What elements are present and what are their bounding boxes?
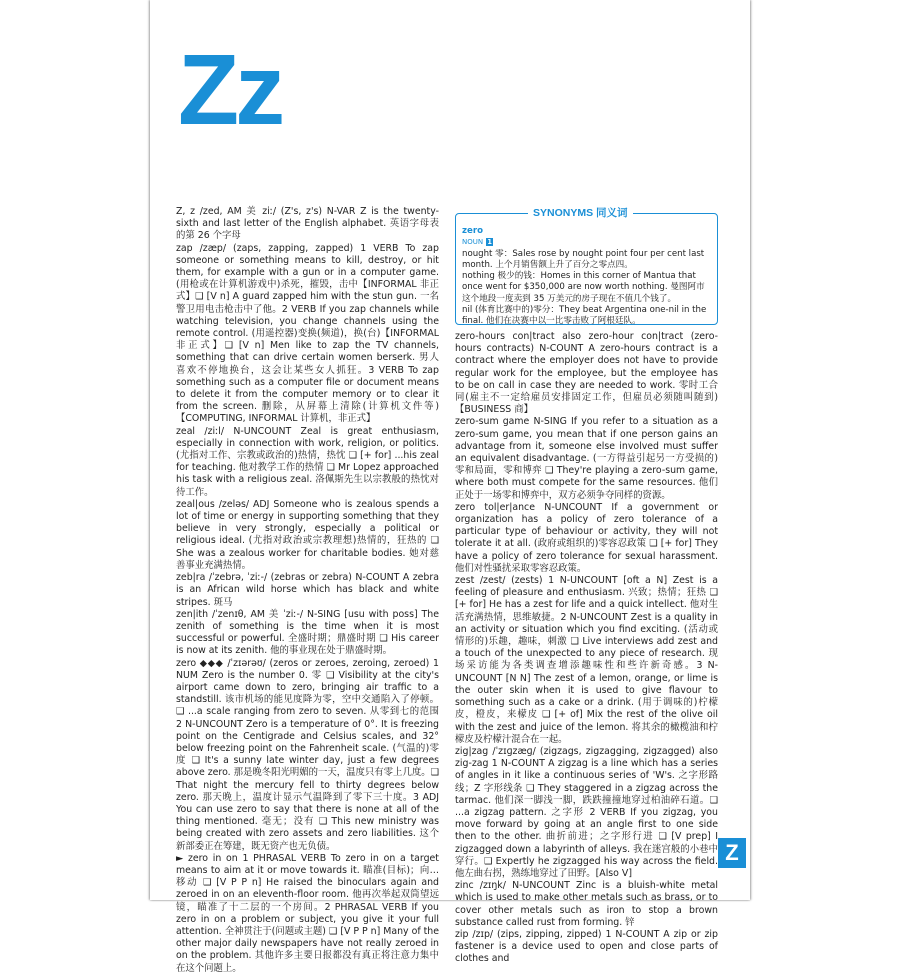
entry-z: Z, z /zed, AM 美 ziː/ (Z's, z's) N-VAR Z is the twenty-sixth and last letter of the English alphabet. 英语字母表的第 26 个字母 <box>176 206 439 242</box>
entry-zinc: zinc /zɪŋk/ N-UNCOUNT Zinc is a bluish-white metal which is used to make other metals such as brass, or to cover other metals such as iron to stop a brown substance called rust from forming. 锌 <box>455 880 718 928</box>
letter-heading: Zz <box>178 34 282 146</box>
entry-zeal: zeal /ziːl/ N-UNCOUNT Zeal is great enthusiasm, especially in connection with work, religion, or politics. (尤指对工作、宗教或政治的)热情，热忱 ❑ [+ for] ...his zeal for teaching. 他对教学工作的热情 ❑ Mr Lopez approached his task with a religious zeal. 洛佩斯先生以宗教般的热忱对待工作。 <box>176 425 439 498</box>
synonym-nil: nil (体育比赛中的)零分：They beat Argentina one-nil in the final. 他们在决赛中以一比零击败了阿根廷队。 <box>462 305 707 327</box>
synonyms-title: SYNONYMS 同义词 <box>528 205 633 220</box>
entry-zip: zip /zɪp/ (zips, zipping, zipped) 1 N-COUNT A zip or zip fastener is a device used to open and close parts of clothes and <box>455 928 718 965</box>
entry-zero-hours-contract: zero-hours con|tract also zero-hour con|tract (zero-hours contracts) N-COUNT A zero-hours contract is a contract where the employer does not have to provide regular work for the employee, but the employee has to be on call in case they are needed to work. 零时工合同(雇主不一定给雇员安排固定工作，但雇员必须随叫随到)【BUSINESS 商】 <box>455 331 718 416</box>
left-column <box>176 206 439 975</box>
sense-number-badge: 1 <box>487 238 492 247</box>
entry-zero: zero ◆◆◆ /ˈzɪərəʊ/ (zeros or zeroes, zeroing, zeroed) 1 NUM Zero is the number 0. 零 ❑ Visibility at the city's airport came down to zero, bringing air traffic to a standstill. 该市机场的能见度降为零，空中交通陷入了停顿。❑ ...a scale ranging from zero to seven. 从零到七的范围 2 N-UNCOUNT Zero is a temperature of 0°. It is freezing point on the Centigrade and Celsius scales, and 32° below freezing point on the Fahrenheit scale. (气温的)零度 ❑ It's a sunny late winter day, just a few degrees above zero. 那是晚冬阳光明媚的一天，温度只有零上几度。❑ That night the mercury fell to thirty degrees below zero. 那天晚上，温度计显示气温降到了零下三十度。3 ADJ You can use zero to say that there is none at all of the thing mentioned. 毫无；没有 ❑ This new ministry was being created with zero assets and zero liabilities. 这个新部委正在筹建，既无资产也无负债。 <box>176 657 439 852</box>
entry-zero-in-on: ► zero in on 1 PHRASAL VERB To zero in on a target means to aim at it or move towards it. 瞄准(目标)；向…移动 ❑ [V P P n] He raised the binoculars again and zeroed in on an eleventh-floor room. 他再次举起双筒望远镜，瞄准了十二层的一个房间。2 PHRASAL VERB If you zero in on a problem or subject, you give it your full attention. 全神贯注于(问题或主题) ❑ [V P P n] Many of the other major daily newspapers have not really zeroed in on the problem. 其他许多主要日报都没有真正将注意力集中在这个问题上。 <box>176 852 439 974</box>
entry-zest: zest /zest/ (zests) 1 N-UNCOUNT [oft a N] Zest is a feeling of pleasure and enthusiasm. 兴致；热情；狂热 ❑ [+ for] He has a zest for life and a quick intellect. 他对生活充满热情，思维敏捷。2 N-UNCOUNT Zest is a quality in an activity or situation which you find exciting. (活动或情形的)乐趣，趣味，刺激 ❑ Live interviews add zest and a touch of the unexpected to any piece of research. 现场采访能为各类调查增添趣味性和些许新奇感。3 N-UNCOUNT [N N] The zest of a lemon, orange, or lime is the outer skin when it is used to give flavour to something such as a cake or a drink. (用于调味的)柠檬皮，橙皮，来檬皮 ❑ [+ of] Mix the rest of the olive oil with the zest and juice of the lemon. 将其余的橄榄油和柠檬皮及柠檬汁混合在一起。 <box>455 575 718 745</box>
synonym-nought: nought 零：Sales rose by nought point four per cent last month. 上个月销售额上升了百分之零点四。 <box>462 248 705 270</box>
right-column <box>455 331 718 966</box>
synonyms-pos <box>462 237 711 248</box>
letter-thumb-tab[interactable]: Z <box>718 838 746 868</box>
synonym-nothing: nothing 极少的钱：Homes in this corner of Mantua that once went for $350,000 are now worth nothing. 曼图阿市这个地段一度卖到 35 万美元的房子现在不值几个钱了。 <box>462 271 705 304</box>
entry-zealous: zeal|ous /zeləs/ ADJ Someone who is zealous spends a lot of time or energy in supporting something that they believe in very strongly, especially a political or religious ideal. (尤指对政治或宗教理想)热情的，狂热的 ❑ She was a zealous worker for charitable bodies. 她对慈善事业充满热情。 <box>176 498 439 571</box>
synonyms-headword: zero <box>462 226 483 236</box>
entry-zero-sum-game: zero-sum game N-SING If you refer to a situation as a zero-sum game, you mean that if one person gains an advantage from it, someone else involved must suffer an equivalent disadvantage. (一方得益引起另一方受损的)零和局面，零和博弈 ❑ They're playing a zero-sum game, where both must compete for the same resources. 他们正处于一场零和博弈中，双方必须争夺同样的资源。 <box>455 416 718 501</box>
entry-zebra: zeb|ra /ˈzebrə, ˈziː-/ (zebras or zebra) N-COUNT A zebra is an African wild horse which has black and white stripes. 斑马 <box>176 572 439 608</box>
synonyms-pos-label: NOUN <box>462 238 484 247</box>
entry-zap: zap /zæp/ (zaps, zapping, zapped) 1 VERB To zap someone or something means to kill, destroy, or hit them, for example with a gun or in a computer game. (用枪或在计算机游戏中)杀死，摧毁，击中【INFORMAL 非正式】❑ [V n] A guard zapped him with the stun gun. 一名警卫用电击枪击中了他。2 VERB If you zap channels while watching television, you change channels using the remote control. (用遥控器)变换(频道)，换(台)【INFORMAL 非正式】❑ [V n] Men like to zap the TV channels, something that can drive certain women berserk. 男人喜欢不停地换台，这会让某些女人抓狂。3 VERB To zap something such as a computer file or document means to delete it from the computer memory or to clear it from the screen. 删除，从屏幕上清除(计算机文件等)【COMPUTING, INFORMAL 计算机，非正式】 <box>176 242 439 425</box>
synonyms-box <box>455 213 718 325</box>
entry-zenith: zen|ith /ˈzenɪθ, AM 美 ˈziː-/ N-SING [usu with poss] The zenith of something is the time when it is most successful or powerful. 全盛时期；鼎盛时期 ❑ His career is now at its zenith. 他的事业现在处于鼎盛时期。 <box>176 608 439 657</box>
entry-zigzag: zig|zag /ˈzɪɡzæɡ/ (zigzags, zigzagging, zigzagged) also zig-zag 1 N-COUNT A zigzag is a line which has a series of angles in it like a continuous series of 'W's. 之字形路线；Z 字形线条 ❑ They staggered in a zigzag across the tarmac. 他们深一脚浅一脚，跌跌撞撞地穿过柏油碎石道。❑ ...a zigzag pattern. 之字形 2 VERB If you zigzag, you move forward by going at an angle first to one side then to the other. 曲折前进；之字形行进 ❑ [V prep] I zigzagged down a labyrinth of alleys. 我在迷宫般的小巷中穿行。❑ Expertly he zigzagged his way across the field. 他左曲右拐，熟练地穿过了田野。[Also V] <box>455 745 718 879</box>
entry-zero-tolerance: zero tol|er|ance N-UNCOUNT If a government or organization has a policy of zero tolerance of a particular type of behaviour or activity, they will not tolerate it at all. (政府或组织的)零容忍政策 ❑ [+ for] They have a policy of zero tolerance for sexual harassment. 他们对性骚扰采取零容忍政策。 <box>455 501 718 574</box>
